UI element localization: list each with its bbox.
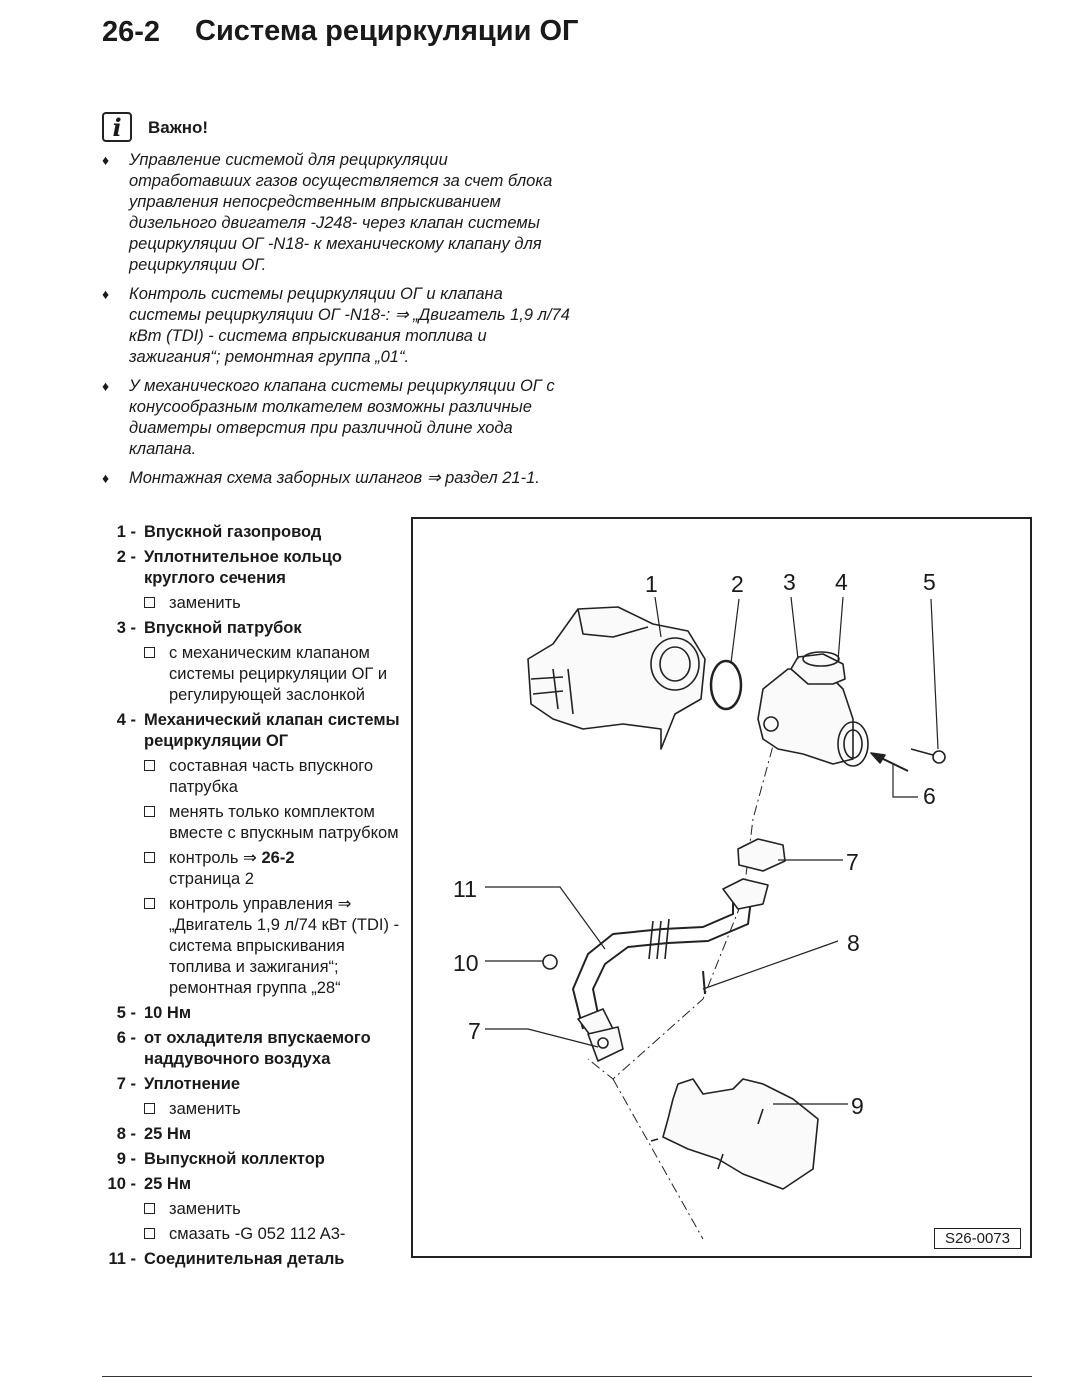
part-number: 10 - (100, 1174, 136, 1195)
callout-10: 10 (453, 950, 479, 976)
parts-list (100, 522, 405, 1274)
callout-9: 9 (851, 1093, 864, 1119)
subitem-text: страница 2 (169, 870, 254, 888)
checkbox-icon (144, 647, 155, 658)
checkbox-icon (144, 1103, 155, 1114)
part-item (100, 522, 405, 543)
note-text: Монтажная схема заборных шлангов ⇒ раздел 21-1. (129, 469, 540, 487)
part-item (100, 1003, 405, 1024)
part-name: от охладителя впускаемого наддувочного воздуха (144, 1029, 371, 1068)
part-item (100, 618, 405, 639)
egr-system-drawing (413, 519, 1030, 1256)
subitem-text: заменить (169, 594, 241, 612)
note-bullet (102, 376, 572, 460)
part-number: 9 - (100, 1149, 136, 1170)
part-item (100, 1074, 405, 1095)
callout-7-upper: 7 (846, 849, 859, 875)
diamond-bullet-icon: ♦ (102, 378, 110, 394)
part-subitem (100, 1199, 405, 1220)
diamond-bullet-icon: ♦ (102, 470, 110, 486)
diamond-bullet-icon: ♦ (102, 286, 110, 302)
part-number: 8 - (100, 1124, 136, 1145)
notes-list (102, 150, 572, 497)
subitem-text: с механическим клапаном системы рециркуляции ОГ и регулирующей заслонкой (169, 644, 388, 704)
part-name: 10 Нм (144, 1004, 192, 1022)
stud-bolt-drawing (703, 971, 705, 994)
lower-gasket-drawing (588, 1027, 623, 1061)
part-subitem (100, 894, 405, 999)
o-ring-drawing (711, 661, 741, 709)
callout-6: 6 (923, 783, 936, 809)
part-name: 25 Нм (144, 1175, 192, 1193)
diamond-bullet-icon: ♦ (102, 152, 110, 168)
part-subitem (100, 1099, 405, 1120)
subitem-text: контроль ⇒ (169, 849, 262, 867)
part-item (100, 1124, 405, 1145)
part-name: Механический клапан системы рециркуляции ОГ (144, 711, 400, 750)
checkbox-icon (144, 806, 155, 817)
callout-2: 2 (731, 571, 744, 597)
part-subitem (100, 802, 405, 844)
subitem-text: заменить (169, 1100, 241, 1118)
part-number: 4 - (100, 710, 136, 731)
part-number: 2 - (100, 547, 136, 568)
part-item (100, 1149, 405, 1170)
checkbox-icon (144, 852, 155, 863)
part-name: Впускной газопровод (144, 523, 322, 541)
note-text: Управление системой для рециркуляции отработавших газов осуществляется за счет блока управления непосредственным впрыскиванием дизельного двигателя -J248- через клапан системы рециркуляции ОГ -N18- к механическому клапану для рециркуляции ОГ. (129, 151, 553, 274)
checkbox-icon (144, 760, 155, 771)
part-name: Выпускной коллектор (144, 1150, 325, 1168)
part-item (100, 1028, 405, 1070)
part-number: 6 - (100, 1028, 136, 1049)
callout-7-lower: 7 (468, 1018, 481, 1044)
note-bullet (102, 284, 572, 368)
exploded-view-figure (411, 517, 1032, 1258)
subitem-text: смазать -G 052 112 A3- (169, 1225, 346, 1243)
section-number: 26-2 (102, 16, 161, 48)
figure-code: S26-0073 (934, 1228, 1021, 1249)
part-number: 7 - (100, 1074, 136, 1095)
section-title: Система рециркуляции ОГ (195, 15, 579, 47)
callout-5: 5 (923, 569, 936, 595)
checkbox-icon (144, 1203, 155, 1214)
subitem-text: менять только комплектом вместе с впускным патрубком (169, 803, 399, 842)
part-item (100, 710, 405, 752)
checkbox-icon (144, 898, 155, 909)
part-name: Уплотнение (144, 1075, 241, 1093)
note-bullet (102, 468, 572, 489)
part-subitem (100, 643, 405, 706)
note-label: Важно! (148, 118, 209, 137)
part-item (100, 547, 405, 589)
callout-8: 8 (847, 930, 860, 956)
exhaust-manifold-drawing (663, 1079, 818, 1189)
part-number: 1 - (100, 522, 136, 543)
bolt-drawing (911, 749, 933, 755)
part-name: Впускной патрубок (144, 619, 302, 637)
cross-reference-link[interactable]: 26-2 (261, 849, 295, 867)
callout-11: 11 (453, 876, 477, 902)
info-icon (102, 112, 132, 142)
subitem-text: заменить (169, 1200, 241, 1218)
part-subitem (100, 1224, 405, 1245)
part-item (100, 1249, 405, 1270)
upper-gasket-drawing (738, 839, 785, 871)
nut-drawing (543, 955, 557, 969)
note-text: Контроль системы рециркуляции ОГ и клапана системы рециркуляции ОГ -N18-: ⇒ „Двигатель 1,9 л/74 кВт (TDI) - система впрыскивания топлива и зажигания“; ремонтная группа „01“. (129, 285, 570, 366)
part-item (100, 1174, 405, 1195)
callout-4: 4 (835, 569, 848, 595)
part-subitem (100, 593, 405, 614)
part-number: 3 - (100, 618, 136, 639)
subitem-text: контроль управления ⇒ „Двигатель 1,9 л/74 кВт (TDI) - система впрыскивания топлива и зажигания“; ремонтная группа „28“ (169, 895, 400, 997)
subitem-text: составная часть впускного патрубка (169, 757, 374, 796)
part-name: Уплотнительное кольцо круглого сечения (144, 548, 342, 587)
part-subitem (100, 848, 405, 890)
part-subitem (100, 756, 405, 798)
callout-1: 1 (645, 571, 658, 597)
part-number: 11 - (100, 1249, 136, 1270)
callout-3: 3 (783, 569, 796, 595)
checkbox-icon (144, 597, 155, 608)
info-icon-glyph: i (112, 113, 122, 142)
note-bullet (102, 150, 572, 276)
part-number: 5 - (100, 1003, 136, 1024)
part-name: 25 Нм (144, 1125, 192, 1143)
note-text: У механического клапана системы рециркуляции ОГ с конусообразным толкателем возможны различные диаметры отверстия при различной длине хода клапана. (129, 377, 555, 458)
part-name: Соединительная деталь (144, 1250, 345, 1268)
checkbox-icon (144, 1228, 155, 1239)
